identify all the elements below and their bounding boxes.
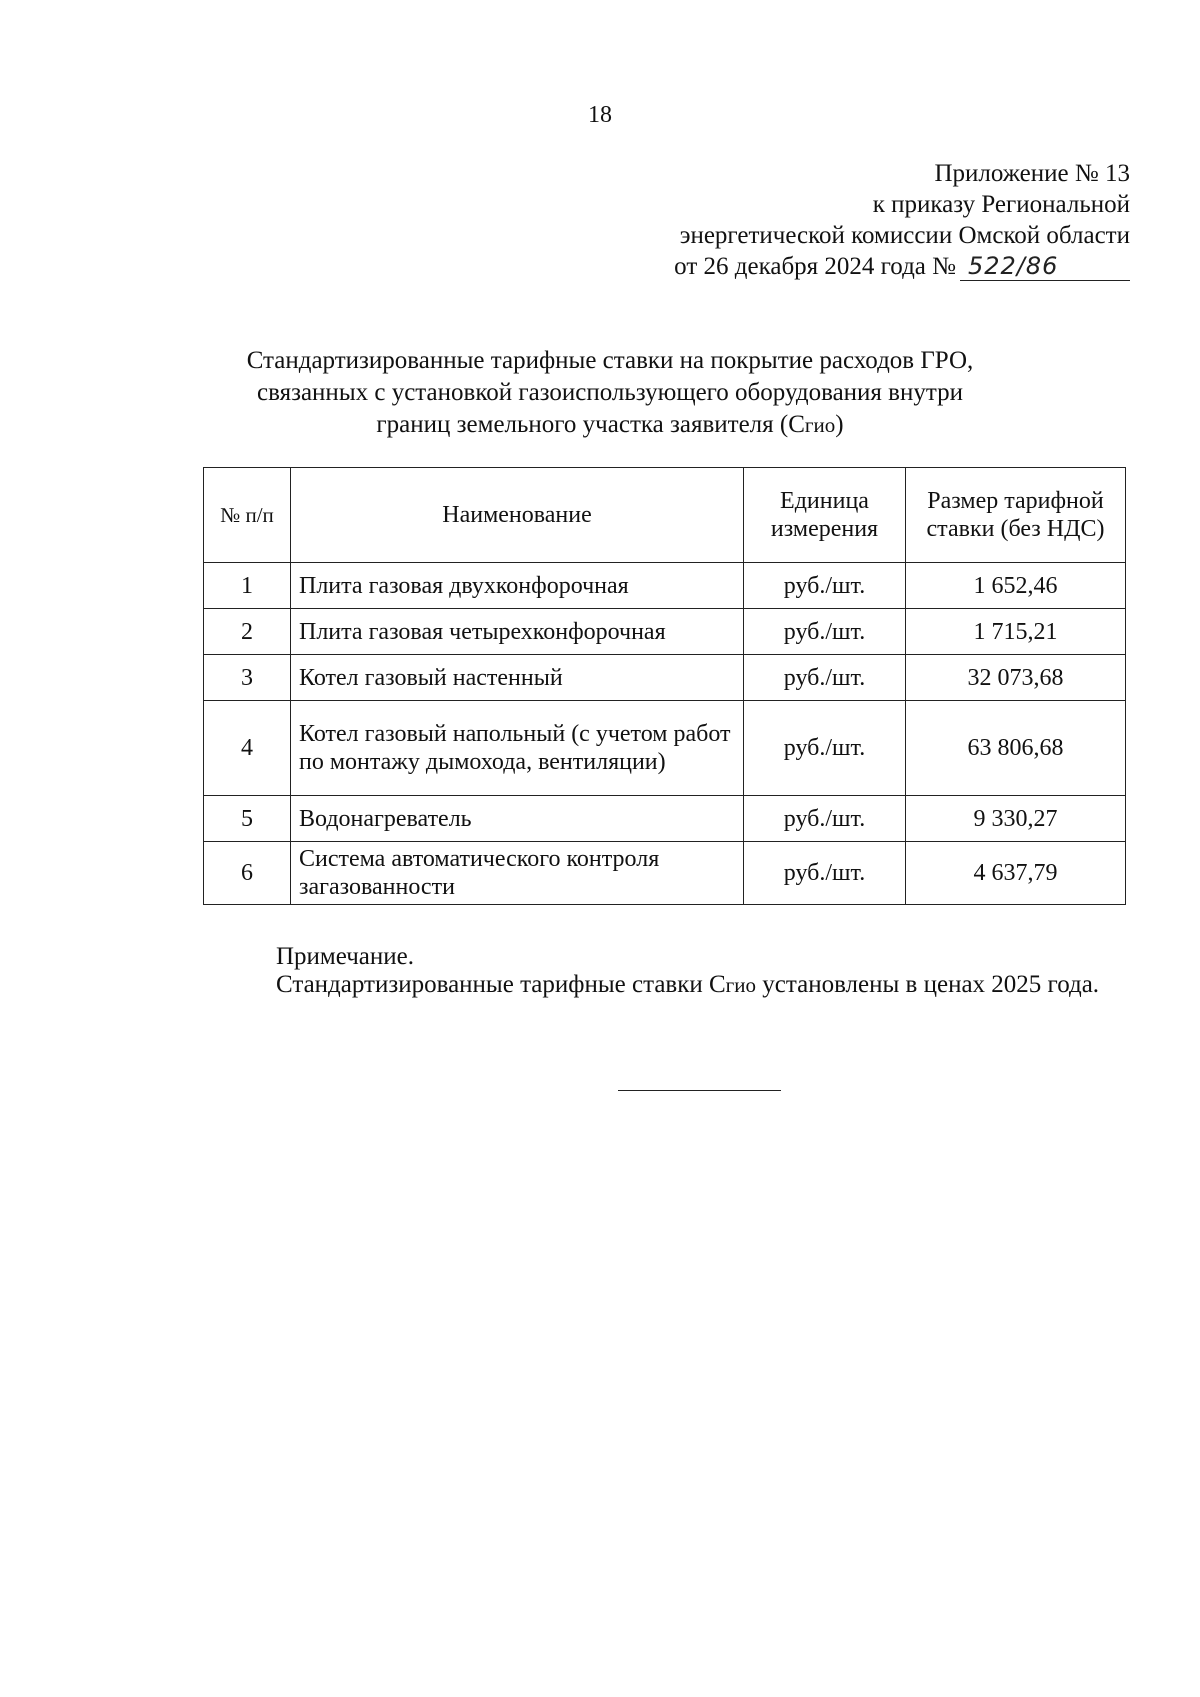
table-row — [204, 796, 1126, 842]
order-number-field — [960, 251, 1130, 281]
subscript-gio: гио — [725, 973, 757, 997]
row-value: 9 330,27 — [906, 796, 1126, 842]
note-text: Стандартизированные тарифные ставки Сгио установлены в ценах 2025 года. — [276, 971, 1100, 998]
row-unit: руб./шт. — [744, 701, 906, 796]
header-name: Наименование — [291, 468, 744, 563]
appendix-line-2: к приказу Региональной — [872, 191, 1130, 218]
row-num: 5 — [204, 796, 291, 842]
appendix-header — [674, 158, 1130, 282]
handwritten-order-number: 522/86 — [968, 252, 1059, 280]
tariff-rates-table — [203, 467, 1126, 905]
appendix-line-4 — [674, 251, 1130, 282]
page-number: 18 — [588, 102, 612, 128]
title-line-2: связанных с установкой газоиспользующего оборудования внутри — [257, 379, 963, 406]
row-unit: руб./шт. — [744, 609, 906, 655]
row-unit: руб./шт. — [744, 842, 906, 905]
row-name: Плита газовая четырехконфорочная — [291, 609, 744, 655]
table-row — [204, 701, 1126, 796]
row-unit: руб./шт. — [744, 655, 906, 701]
title-line-3: границ земельного участка заявителя (Сгио) — [376, 411, 844, 438]
note-title: Примечание. — [276, 943, 415, 970]
row-num: 4 — [204, 701, 291, 796]
table-row — [204, 842, 1126, 905]
subscript-gio: гио — [804, 413, 836, 437]
row-value: 1 715,21 — [906, 609, 1126, 655]
end-divider — [618, 1090, 781, 1091]
row-name: Котел газовый настенный — [291, 655, 744, 701]
row-value: 63 806,68 — [906, 701, 1126, 796]
row-name: Водонагреватель — [291, 796, 744, 842]
row-value: 4 637,79 — [906, 842, 1126, 905]
row-name: Котел газовый напольный (с учетом работ по монтажу дымохода, вентиляции) — [291, 701, 744, 796]
row-num: 1 — [204, 563, 291, 609]
row-unit: руб./шт. — [744, 563, 906, 609]
appendix-line-3: энергетической комиссии Омской области — [679, 222, 1130, 249]
row-name: Система автоматического контроля загазованности — [291, 842, 744, 905]
table-header-row — [204, 468, 1126, 563]
appendix-line-1: Приложение № 13 — [934, 160, 1130, 187]
header-value: Размер тарифной ставки (без НДС) — [906, 468, 1126, 563]
order-date-text: от 26 декабря 2024 года № — [674, 253, 956, 280]
row-unit: руб./шт. — [744, 796, 906, 842]
table-row — [204, 655, 1126, 701]
table-row — [204, 563, 1126, 609]
document-title — [170, 345, 1050, 441]
row-name: Плита газовая двухконфорочная — [291, 563, 744, 609]
header-num: № п/п — [204, 468, 291, 563]
row-num: 3 — [204, 655, 291, 701]
title-line-1: Стандартизированные тарифные ставки на покрытие расходов ГРО, — [246, 347, 974, 374]
row-num: 2 — [204, 609, 291, 655]
row-num: 6 — [204, 842, 291, 905]
row-value: 1 652,46 — [906, 563, 1126, 609]
table-row — [204, 609, 1126, 655]
row-value: 32 073,68 — [906, 655, 1126, 701]
header-unit: Единица измерения — [744, 468, 906, 563]
